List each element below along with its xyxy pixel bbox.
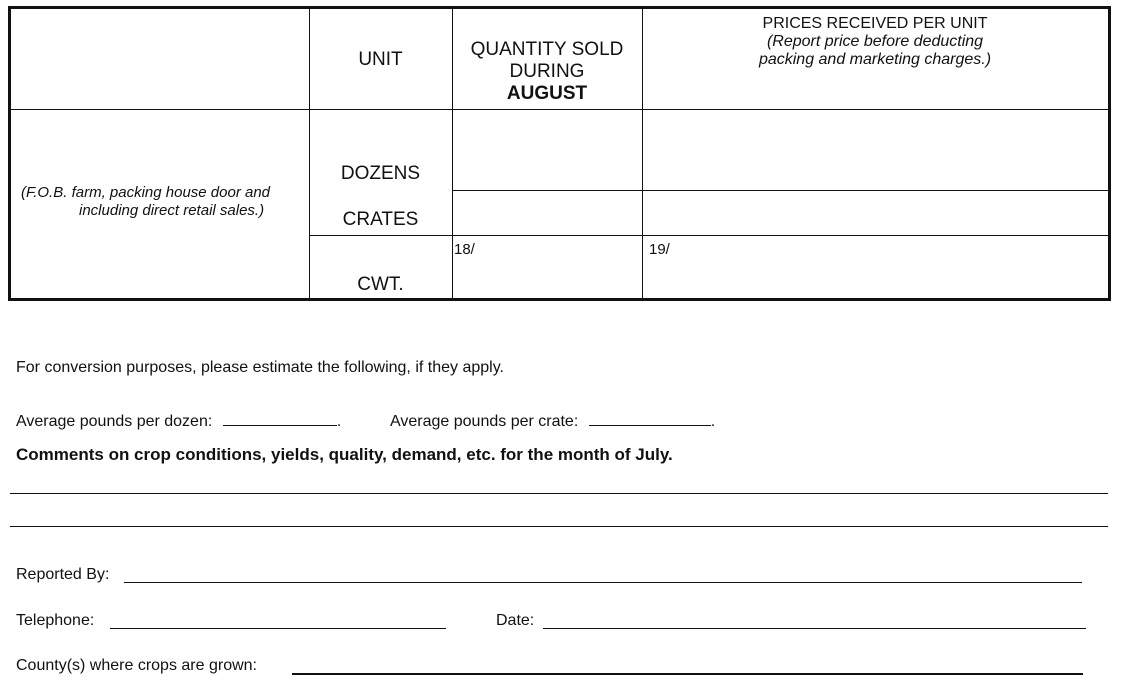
quantity-crates-cell[interactable]: [453, 191, 642, 235]
per-dozen-row: [16, 411, 341, 431]
price-crates-cell[interactable]: [643, 191, 1108, 235]
comments-heading: Comments on crop conditions, yields, quality, demand, etc. for the month of July.: [16, 445, 673, 464]
per-dozen-field[interactable]: [223, 411, 337, 426]
reported-by-label: Reported By:: [16, 566, 110, 583]
prices-header: [642, 15, 1108, 69]
prices-header-note-line2: packing and marketing charges.): [758, 51, 992, 68]
price-item-ref: 19/: [649, 241, 670, 258]
per-crate-field[interactable]: [589, 411, 711, 426]
price-cwt-cell[interactable]: [643, 236, 1108, 298]
comments-line-2[interactable]: [10, 526, 1108, 527]
comments-line-1[interactable]: [10, 493, 1108, 494]
quantity-cwt-cell[interactable]: [453, 236, 642, 298]
reported-by-field[interactable]: [124, 582, 1082, 583]
quantity-header-line1: QUANTITY SOLD: [470, 39, 624, 60]
quantity-header-month: AUGUST: [506, 83, 588, 104]
quantity-header-line2: DURING: [509, 61, 585, 82]
county-label: County(s) where crops are grown:: [16, 657, 257, 674]
quantity-header: [452, 39, 642, 105]
county-field[interactable]: [292, 673, 1083, 675]
unit-dozens: DOZENS: [340, 163, 421, 184]
per-dozen-label: Average pounds per dozen:: [16, 413, 213, 430]
unit-cwt: CWT.: [357, 274, 404, 295]
quantity-item-ref: 18/: [454, 241, 475, 258]
conversion-intro: For conversion purposes, please estimate the following, if they apply.: [16, 359, 504, 376]
unit-header: UNIT: [358, 49, 403, 70]
per-crate-period: .: [710, 413, 716, 430]
fob-note-line2: including direct retail sales.): [79, 202, 265, 219]
telephone-field[interactable]: [110, 628, 446, 629]
date-label: Date:: [496, 612, 535, 629]
per-crate-row: [390, 411, 715, 431]
fob-note: [21, 184, 311, 220]
prices-header-title: PRICES RECEIVED PER UNIT: [762, 15, 988, 32]
per-dozen-period: .: [336, 413, 342, 430]
prices-header-note-line1: (Report price before deducting: [766, 33, 984, 50]
date-field[interactable]: [543, 628, 1086, 629]
fob-note-line1: (F.O.B. farm, packing house door and: [21, 184, 271, 201]
per-crate-label: Average pounds per crate:: [390, 413, 579, 430]
price-dozens-cell[interactable]: [643, 110, 1108, 190]
unit-crates: CRATES: [342, 209, 419, 230]
quantity-dozens-cell[interactable]: [453, 110, 642, 190]
telephone-label: Telephone:: [16, 612, 95, 629]
survey-table: [8, 6, 1111, 301]
